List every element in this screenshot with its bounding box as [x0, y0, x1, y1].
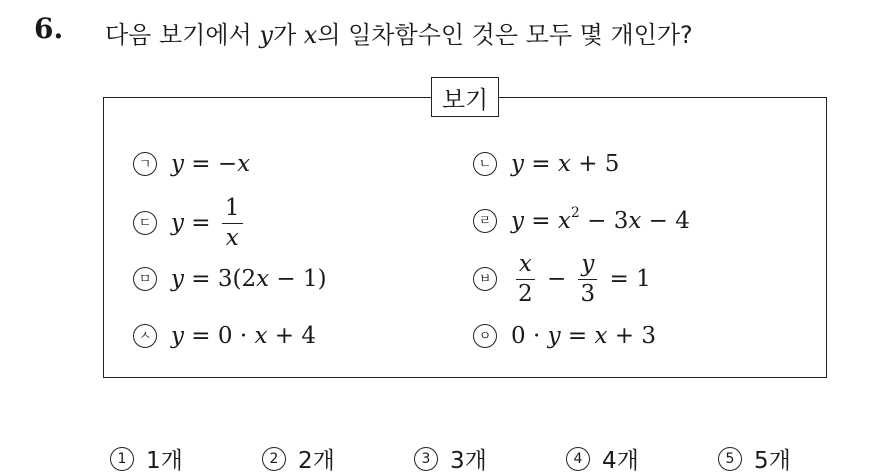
question-number: 6. — [34, 12, 64, 45]
example-item-3 — [133, 194, 247, 251]
answer-choices — [0, 442, 884, 472]
math-op: = — [524, 208, 558, 234]
math-var: x — [237, 151, 251, 177]
fraction-denominator: 2 — [518, 280, 533, 307]
math-var: x — [557, 208, 571, 234]
item-marker: ㅇ — [473, 324, 497, 348]
choice-number: 3 — [414, 447, 438, 471]
example-item-6 — [473, 250, 651, 307]
choice-label: 5개 — [754, 448, 791, 474]
fraction-numerator: y — [578, 253, 597, 280]
math-var: x — [594, 323, 608, 349]
math-op: − 4 — [641, 208, 690, 234]
choice-2[interactable] — [262, 442, 335, 475]
item-expression — [171, 266, 327, 292]
math-var: x — [254, 323, 268, 349]
example-item-1 — [133, 142, 250, 186]
math-op: − — [539, 266, 574, 292]
item-marker: ㅂ — [473, 267, 497, 291]
example-box-title: 보기 — [431, 77, 499, 117]
choice-label: 3개 — [450, 448, 487, 474]
item-expression — [511, 250, 651, 307]
math-var: x — [256, 266, 270, 292]
math-op: − 3 — [579, 208, 629, 234]
item-expression — [171, 323, 316, 349]
math-op: = 0 · — [184, 323, 255, 349]
math-var: y — [511, 151, 524, 177]
choice-3[interactable] — [414, 442, 487, 475]
example-item-2 — [473, 142, 619, 186]
item-expression — [171, 151, 250, 177]
math-op: 0 · — [511, 323, 548, 349]
item-marker: ㄴ — [473, 152, 497, 176]
math-op: = − — [184, 151, 238, 177]
math-var: y — [171, 266, 184, 292]
item-expression — [511, 205, 690, 234]
math-op: = 3(2 — [184, 266, 257, 292]
item-expression — [511, 151, 619, 177]
math-op: + 4 — [267, 323, 316, 349]
fraction — [222, 194, 243, 251]
item-expression — [511, 323, 656, 349]
math-var: y — [511, 208, 524, 234]
choice-number: 5 — [718, 447, 742, 471]
math-exponent: 2 — [570, 205, 580, 221]
item-marker: ㄹ — [473, 209, 497, 233]
math-var: y — [547, 323, 561, 349]
math-var: y — [171, 210, 184, 236]
math-var: x — [557, 151, 571, 177]
math-var: x — [628, 208, 642, 234]
fraction — [515, 250, 536, 307]
example-item-7 — [133, 314, 316, 358]
fraction-denominator: 3 — [580, 280, 596, 307]
math-var: y — [171, 151, 184, 177]
math-op: = — [524, 151, 558, 177]
item-marker: ㅅ — [133, 324, 157, 348]
item-marker: ㅁ — [133, 267, 157, 291]
question-text-part: 다음 보기에서 — [105, 21, 260, 49]
example-item-8 — [473, 314, 656, 358]
question-text-part: 의 일차함수인 것은 모두 몇 개인가? — [317, 21, 693, 49]
choice-label: 4개 — [602, 448, 639, 474]
math-op: + 5 — [570, 151, 620, 177]
math-op: = — [560, 323, 595, 349]
item-expression — [171, 194, 247, 251]
math-op: + 3 — [607, 323, 656, 349]
question-var-x: x — [303, 21, 318, 49]
example-item-4 — [473, 199, 690, 243]
example-item-5 — [133, 257, 327, 301]
question-var-y: y — [259, 21, 273, 49]
choice-number: 2 — [262, 447, 286, 471]
choice-4[interactable] — [566, 442, 639, 475]
math-var: y — [171, 323, 184, 349]
choice-1[interactable] — [110, 442, 183, 475]
choice-number: 1 — [110, 447, 134, 471]
fraction-numerator: x — [516, 253, 535, 280]
item-marker: ㄱ — [133, 152, 157, 176]
math-op: = — [184, 210, 218, 236]
fraction-numerator: 1 — [222, 197, 243, 224]
question-text-part: 가 — [272, 21, 304, 49]
choice-label: 1개 — [146, 448, 183, 474]
math-op: − 1) — [269, 266, 327, 292]
item-marker: ㄷ — [133, 211, 157, 235]
choice-number: 4 — [566, 447, 590, 471]
fraction — [578, 250, 599, 307]
choice-5[interactable] — [718, 442, 791, 475]
question-text — [105, 15, 693, 50]
math-op: = 1 — [602, 266, 651, 292]
fraction-denominator: x — [225, 224, 239, 251]
choice-label: 2개 — [298, 448, 335, 474]
